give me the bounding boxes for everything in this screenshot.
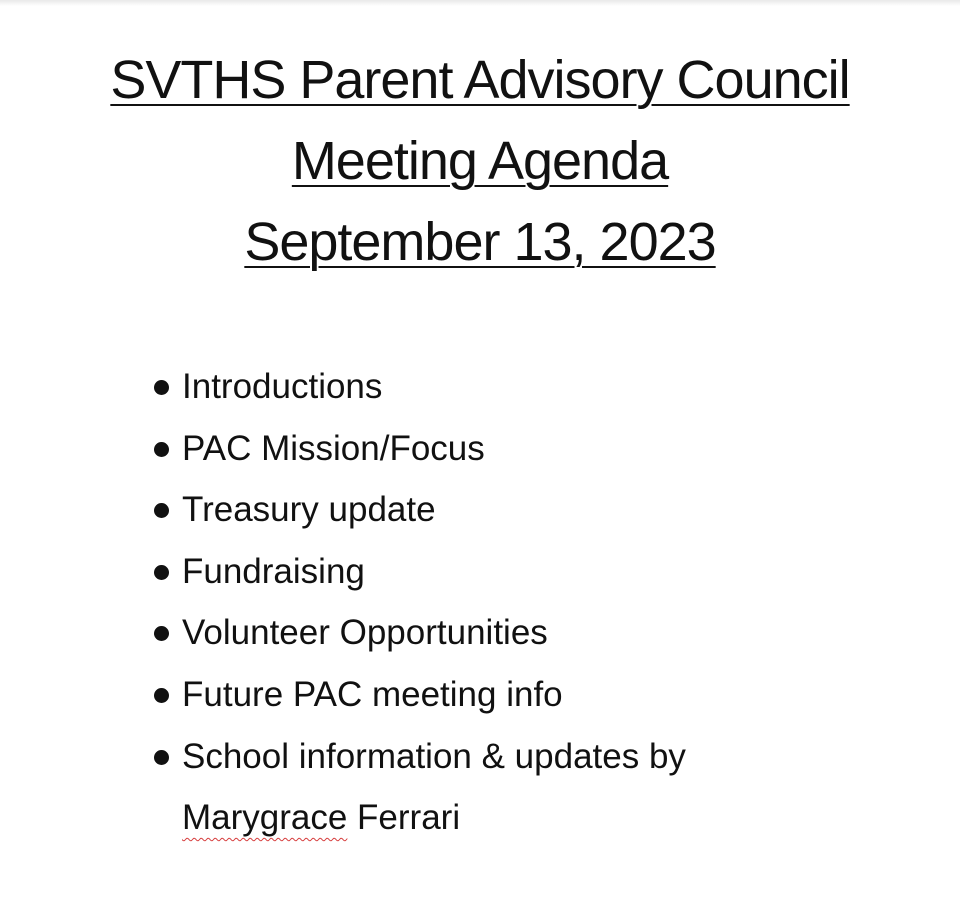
agenda-list: [152, 356, 912, 849]
list-item: Future PAC meeting info: [152, 664, 912, 726]
spellcheck-flagged-word: Marygrace: [182, 798, 348, 838]
list-item: Introductions: [152, 356, 912, 418]
list-item: PAC Mission/Focus: [152, 418, 912, 480]
presenter-name: Marygrace Ferrari: [182, 798, 461, 838]
list-item: Fundraising: [152, 541, 912, 603]
top-edge-shadow: [0, 0, 960, 6]
title-line-2: Meeting Agenda: [291, 131, 669, 191]
title-line-3-date: September 13, 2023: [244, 212, 716, 272]
bullet-icon: [154, 750, 169, 765]
bullet-icon: [154, 503, 169, 518]
bullet-icon: [154, 565, 169, 580]
bullet-icon: [154, 626, 169, 641]
list-item: School information & updates by Marygrace Ferrari: [152, 726, 912, 849]
bullet-icon: [154, 688, 169, 703]
list-item: Treasury update: [152, 479, 912, 541]
list-item: Volunteer Opportunities: [152, 602, 912, 664]
title-line-1: SVTHS Parent Advisory Council: [110, 50, 850, 110]
page-title: [0, 40, 960, 283]
bullet-icon: [154, 380, 169, 395]
bullet-icon: [154, 442, 169, 457]
